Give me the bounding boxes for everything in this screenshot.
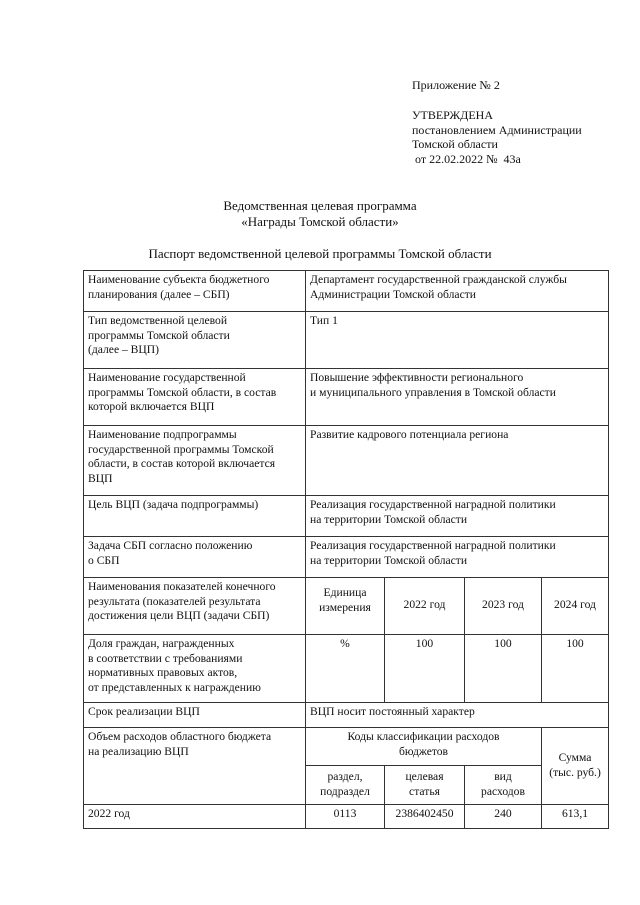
header-2022: 2022 год [385,578,465,635]
header-sum: Сумма (тыс. руб.) [542,728,609,805]
row-label-period: Срок реализации ВЦП [84,703,306,728]
approval-line-1: постановлением Администрации [412,122,582,137]
row-label-indicators: Наименования показателей конечного результата (показателей результата достижения цели ВЦП (задачи СБП) [84,578,306,635]
approval-line-2: Томской области [412,137,498,151]
value-2022: 100 [385,635,465,703]
value-section: 0113 [306,805,385,829]
table-row [84,805,609,829]
row-value-goal: Реализация государственной наградной политики на территории Томской области [306,496,609,537]
row-value-period: ВЦП носит постоянный характер [306,703,609,728]
table-row [84,703,609,728]
approval-block [412,108,582,166]
row-label-goal: Цель ВЦП (задача подпрограммы) [84,496,306,537]
row-label-task: Задача СБП согласно положению о СБП [84,537,306,578]
table-row [84,635,609,703]
table-row [84,271,609,312]
table-row [84,496,609,537]
row-value-state-program: Повышение эффективности регионального и муниципального управления в Томской области [306,369,609,426]
row-value-task: Реализация государственной наградной политики на территории Томской области [306,537,609,578]
row-value-subprogram: Развитие кадрового потенциала региона [306,426,609,496]
row-label-subprogram: Наименование подпрограммы государственной программы Томской области, в состав которой включается ВЦП [84,426,306,496]
approval-line-3: от 22.02.2022 № 43а [412,151,521,166]
table-row [84,578,609,635]
row-label-share: Доля граждан, награжденных в соответствии с требованиями нормативных правовых актов, от представленных к награждению [84,635,306,703]
row-value-vcp-type: Тип 1 [306,312,609,369]
value-unit: % [306,635,385,703]
table-row [84,369,609,426]
header-article: целевая статья [385,766,465,805]
header-unit: Единица измерения [306,578,385,635]
table-row [84,312,609,369]
row-label-state-program: Наименование государственной программы Томской области, в состав которой включается ВЦП [84,369,306,426]
table-row [84,728,609,766]
row-label-vcp-type: Тип ведомственной целевой программы Томской области (далее – ВЦП) [84,312,306,369]
row-label-year: 2022 год [84,805,306,829]
value-sum: 613,1 [542,805,609,829]
approval-word: УТВЕРЖДЕНА [412,108,494,122]
program-title-line-1: Ведомственная целевая программа [223,198,417,213]
table-row [84,537,609,578]
appendix-number: Приложение № 2 [412,78,500,92]
header-2023: 2023 год [465,578,542,635]
row-label-expenses: Объем расходов областного бюджета на реализацию ВЦП [84,728,306,805]
header-section: раздел, подраздел [306,766,385,805]
value-kind: 240 [465,805,542,829]
header-2024: 2024 год [542,578,609,635]
row-value-sbp: Департамент государственной гражданской службы Администрации Томской области [306,271,609,312]
header-kind: вид расходов [465,766,542,805]
passport-subtitle: Паспорт ведомственной целевой программы Томской области [148,246,492,261]
passport-table [83,270,609,829]
table-row [84,426,609,496]
header-codes: Коды классификации расходов бюджетов [306,728,542,766]
program-title-line-2: «Награды Томской области» [241,214,399,229]
value-article: 2386402450 [385,805,465,829]
value-2023: 100 [465,635,542,703]
row-label-sbp: Наименование субъекта бюджетного планирования (далее – СБП) [84,271,306,312]
value-2024: 100 [542,635,609,703]
